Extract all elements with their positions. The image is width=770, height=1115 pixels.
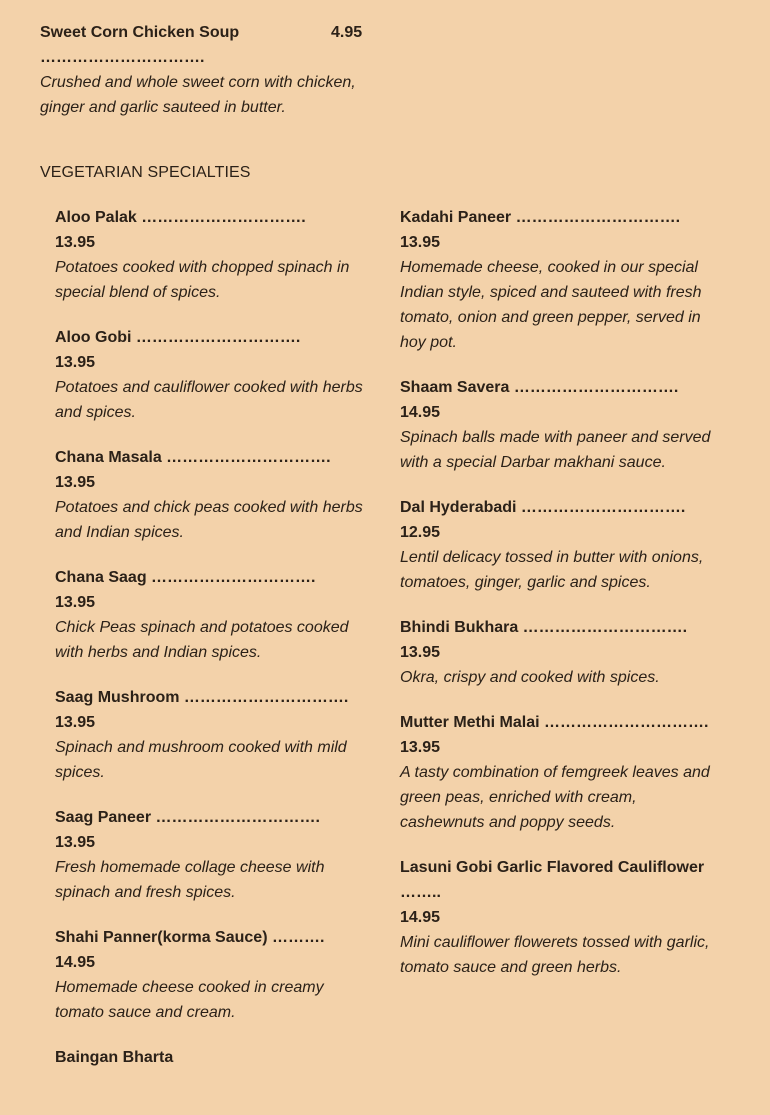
menu-item-description: Potatoes cooked with chopped spinach in special blend of spices. (55, 259, 350, 301)
menu-item (55, 805, 370, 905)
menu-item-price: 12.95 (400, 524, 441, 541)
menu-item-price: 4.95 (331, 24, 363, 41)
menu-item-name: Aloo Gobi …………………………. (55, 329, 301, 346)
menu-item-price: 13.95 (55, 474, 96, 491)
menu-item-name: Lasuni Gobi Garlic Flavored Cauliflower …….. (400, 859, 705, 901)
menu-item-price: 13.95 (400, 739, 441, 756)
menu-item-price: 13.95 (400, 644, 441, 661)
menu-item-description: Mini cauliflower flowerets tossed with garlic, tomato sauce and green herbs. (400, 934, 710, 976)
menu-item-name: Aloo Palak …………………………. (55, 209, 306, 226)
menu-item-name: Sweet Corn Chicken Soup (40, 24, 240, 41)
menu-item-price: 14.95 (55, 954, 96, 971)
menu-item-description: Chick Peas spinach and potatoes cooked with herbs and Indian spices. (55, 619, 349, 661)
menu-item-name: Shaam Savera …………………………. (400, 379, 679, 396)
menu-item (55, 685, 370, 785)
menu-item-description: A tasty combination of femgreek leaves and green peas, enriched with cream, cashewnuts and poppy seeds. (400, 764, 710, 831)
menu-item (400, 375, 715, 475)
menu-item-description: Potatoes and cauliflower cooked with herbs and spices. (55, 379, 363, 421)
menu-item-description: Spinach balls made with paneer and served with a special Darbar makhani sauce. (400, 429, 711, 471)
menu-item (400, 495, 715, 595)
menu-item (55, 1045, 370, 1070)
menu-item (400, 855, 715, 980)
menu-item (55, 445, 370, 545)
menu-item-name: Chana Saag …………………………. (55, 569, 316, 586)
menu-item (400, 205, 715, 355)
menu-item-price: 13.95 (55, 594, 96, 611)
menu-item (400, 710, 715, 835)
menu-item-price: 13.95 (55, 834, 96, 851)
menu-column-left (55, 205, 370, 1090)
menu-item-name: Saag Paneer …………………………. (55, 809, 320, 826)
menu-item-description: Homemade cheese, cooked in our special Indian style, spiced and sauteed with fresh tomato, onion and green pepper, served in hoy pot. (400, 259, 702, 351)
menu-item-price: 14.95 (400, 909, 441, 926)
menu-item-name: Bhindi Bukhara …………………………. (400, 619, 688, 636)
menu-item-price: 13.95 (55, 354, 96, 371)
menu-item-description: Lentil delicacy tossed in butter with onions, tomatoes, ginger, garlic and spices. (400, 549, 704, 591)
menu-item-name: Shahi Panner(korma Sauce) ………. (55, 929, 325, 946)
menu-item-description: Spinach and mushroom cooked with mild spices. (55, 739, 347, 781)
menu-item-name: Dal Hyderabadi …………………………. (400, 499, 686, 516)
menu-item-price: 13.95 (400, 234, 441, 251)
menu-item-name: Saag Mushroom …………………………. (55, 689, 349, 706)
menu-item-name: Chana Masala …………………………. (55, 449, 331, 466)
menu-item-dots: …………………………. (40, 49, 205, 66)
menu-item (55, 325, 370, 425)
menu-item-description: Crushed and whole sweet corn with chicken, ginger and garlic sauteed in butter. (40, 74, 356, 116)
menu-item (55, 565, 370, 665)
menu-item-name: Mutter Methi Malai …………………………. (400, 714, 709, 731)
menu-item-sweet-corn-chicken-soup (40, 20, 370, 120)
menu-item-description: Fresh homemade collage cheese with spinach and fresh spices. (55, 859, 325, 901)
menu-item-name: Kadahi Paneer …………………………. (400, 209, 681, 226)
menu-item-header (40, 20, 370, 45)
menu-item-price: 14.95 (400, 404, 441, 421)
menu-item (55, 925, 370, 1025)
menu-item-description: Okra, crispy and cooked with spices. (400, 669, 660, 686)
menu-item-price: 13.95 (55, 714, 96, 731)
menu-item-description: Homemade cheese cooked in creamy tomato sauce and cream. (55, 979, 324, 1021)
menu-item-name: Baingan Bharta (55, 1049, 174, 1066)
menu-column-right (400, 205, 715, 1000)
menu-item-price: 13.95 (55, 234, 96, 251)
menu-item-description: Potatoes and chick peas cooked with herbs and Indian spices. (55, 499, 363, 541)
menu-item (400, 615, 715, 690)
section-title: VEGETARIAN SPECIALTIES (40, 164, 251, 181)
menu-item (55, 205, 370, 305)
